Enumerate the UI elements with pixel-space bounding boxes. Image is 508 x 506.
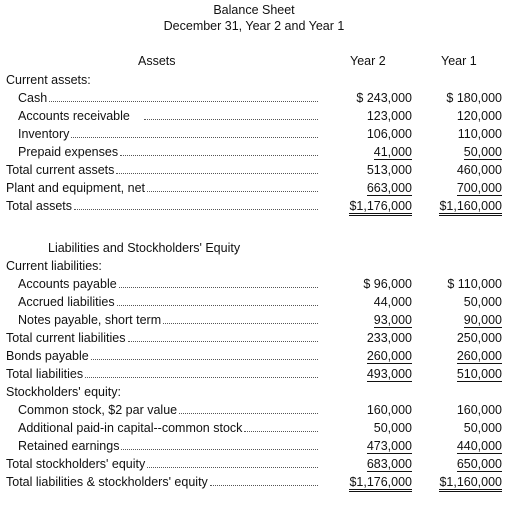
row-label: Notes payable, short term <box>18 313 162 327</box>
table-row <box>0 330 508 348</box>
row-label: Accrued liabilities <box>18 295 115 309</box>
table-row <box>0 312 508 330</box>
table-row <box>0 474 508 492</box>
value-year2: 93,000 <box>373 313 412 327</box>
value-year2: 106,000 <box>366 127 412 141</box>
row-label: Total current liabilities <box>6 331 126 345</box>
value-year1: $ 110,000 <box>447 277 502 291</box>
row-label: Total assets <box>6 199 73 213</box>
row-label: Retained earnings <box>18 439 120 453</box>
value-year2: $ 96,000 <box>363 277 412 291</box>
table-row <box>0 180 508 198</box>
value-year2: 123,000 <box>366 109 412 123</box>
table-row <box>0 162 508 180</box>
row-label: Total liabilities & stockholders' equity <box>6 475 208 489</box>
table-row <box>0 348 508 366</box>
row-label: Additional paid-in capital--common stock <box>18 421 243 435</box>
current-liabilities-heading: Current liabilities: <box>6 259 102 273</box>
value-year1: 460,000 <box>456 163 502 177</box>
value-year2: $1,176,000 <box>349 475 412 492</box>
table-row <box>0 90 508 108</box>
row-label: Accounts receivable <box>18 109 130 123</box>
value-year1: $ 180,000 <box>446 91 502 105</box>
value-year2: 260,000 <box>366 349 412 363</box>
value-year2: 160,000 <box>366 403 412 417</box>
column-header-year1: Year 1 <box>441 54 477 68</box>
column-header-year2: Year 2 <box>350 54 386 68</box>
value-year1: 90,000 <box>463 313 502 327</box>
value-year1: 700,000 <box>456 181 502 195</box>
value-year1: 50,000 <box>463 295 502 309</box>
table-row <box>0 276 508 294</box>
table-row <box>0 366 508 384</box>
row-label: Common stock, $2 par value <box>18 403 178 417</box>
value-year1: 120,000 <box>456 109 502 123</box>
value-year1: 510,000 <box>456 367 502 381</box>
table-row <box>0 198 508 216</box>
value-year2: 44,000 <box>373 295 412 309</box>
value-year2: 50,000 <box>373 421 412 435</box>
value-year2: 233,000 <box>366 331 412 345</box>
value-year1: 50,000 <box>463 145 502 159</box>
value-year2: 493,000 <box>366 367 412 381</box>
value-year1: 260,000 <box>456 349 502 363</box>
value-year2: 41,000 <box>373 145 412 159</box>
table-row <box>0 108 508 126</box>
row-label: Total stockholders' equity <box>6 457 146 471</box>
stockholders-equity-heading: Stockholders' equity: <box>6 385 121 399</box>
value-year1: 650,000 <box>456 457 502 471</box>
value-year1: $1,160,000 <box>439 475 502 492</box>
row-label: Total current assets <box>6 163 115 177</box>
value-year1: 440,000 <box>456 439 502 453</box>
table-row <box>0 144 508 162</box>
value-year2: $ 243,000 <box>356 91 412 105</box>
table-row <box>0 438 508 456</box>
value-year1: 50,000 <box>463 421 502 435</box>
row-label: Plant and equipment, net <box>6 181 145 195</box>
table-row <box>0 126 508 144</box>
table-row <box>0 456 508 474</box>
row-label: Total liabilities <box>6 367 84 381</box>
table-row <box>0 420 508 438</box>
row-label: Inventory <box>18 127 70 141</box>
value-year2: 683,000 <box>366 457 412 471</box>
value-year1: 110,000 <box>457 127 502 141</box>
row-label: Accounts payable <box>18 277 117 291</box>
assets-heading: Assets <box>138 54 176 68</box>
value-year2: 513,000 <box>366 163 412 177</box>
value-year2: 473,000 <box>366 439 412 453</box>
value-year1: 160,000 <box>456 403 502 417</box>
row-label: Bonds payable <box>6 349 89 363</box>
sheet-date: December 31, Year 2 and Year 1 <box>163 19 345 33</box>
sheet-title: Balance Sheet <box>213 3 295 17</box>
row-label: Prepaid expenses <box>18 145 119 159</box>
value-year1: 250,000 <box>456 331 502 345</box>
value-year1: $1,160,000 <box>439 199 502 216</box>
liabilities-heading: Liabilities and Stockholders' Equity <box>48 241 241 255</box>
value-year2: 663,000 <box>366 181 412 195</box>
value-year2: $1,176,000 <box>349 199 412 216</box>
current-assets-heading: Current assets: <box>6 73 91 87</box>
row-label: Cash <box>18 91 48 105</box>
table-row <box>0 294 508 312</box>
table-row <box>0 402 508 420</box>
